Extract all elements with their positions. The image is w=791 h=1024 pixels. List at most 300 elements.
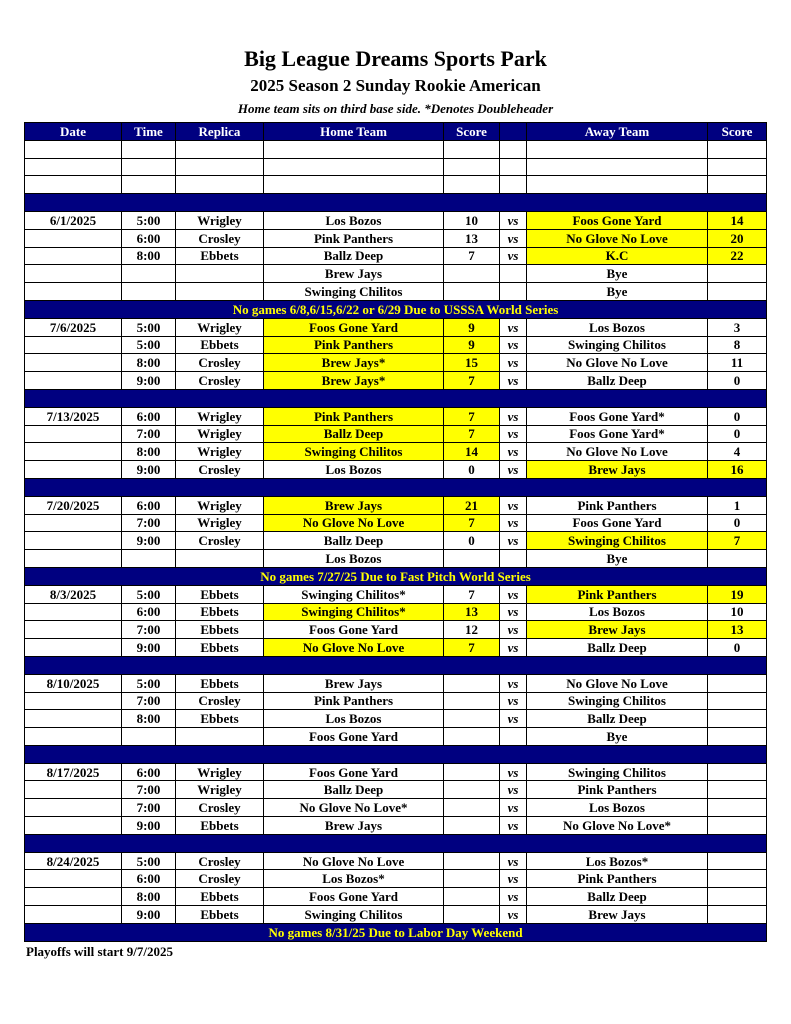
vs-cell: vs xyxy=(500,639,527,657)
away-score-cell xyxy=(708,728,767,746)
time-cell: 9:00 xyxy=(122,461,176,479)
away-team-cell: Foos Gone Yard* xyxy=(527,407,708,425)
vs-cell: vs xyxy=(500,336,527,354)
away-score-cell xyxy=(708,870,767,888)
home-team-cell: Foos Gone Yard xyxy=(264,621,444,639)
vs-cell: vs xyxy=(500,532,527,550)
away-score-cell: 16 xyxy=(708,461,767,479)
col-header-home-team: Home Team xyxy=(264,123,444,141)
away-team-cell: Brew Jays xyxy=(527,461,708,479)
away-score-cell: 22 xyxy=(708,247,767,265)
separator-bar xyxy=(25,194,767,212)
replica-cell xyxy=(176,550,264,568)
away-team-cell: Bye xyxy=(527,283,708,301)
time-cell: 6:00 xyxy=(122,870,176,888)
away-team-cell: Foos Gone Yard* xyxy=(527,425,708,443)
home-score-cell xyxy=(444,799,500,817)
vs-cell: vs xyxy=(500,799,527,817)
home-team-cell: Brew Jays xyxy=(264,817,444,835)
home-team-cell: No Glove No Love xyxy=(264,852,444,870)
home-team-cell: Los Bozos xyxy=(264,710,444,728)
blank-cell xyxy=(264,140,444,158)
date-cell: 8/17/2025 xyxy=(25,763,122,781)
replica-cell: Wrigley xyxy=(176,443,264,461)
time-cell: 5:00 xyxy=(122,585,176,603)
home-score-cell: 21 xyxy=(444,496,500,514)
col-header-time: Time xyxy=(122,123,176,141)
replica-cell xyxy=(176,728,264,746)
home-score-cell: 9 xyxy=(444,336,500,354)
col-header-away-team: Away Team xyxy=(527,123,708,141)
home-team-cell: Foos Gone Yard xyxy=(264,318,444,336)
date-cell xyxy=(25,906,122,924)
game-row xyxy=(25,372,767,390)
home-score-cell: 7 xyxy=(444,372,500,390)
vs-cell: vs xyxy=(500,817,527,835)
replica-cell: Wrigley xyxy=(176,407,264,425)
home-team-cell: Brew Jays xyxy=(264,674,444,692)
away-score-cell: 0 xyxy=(708,372,767,390)
game-row xyxy=(25,603,767,621)
home-team-cell: Foos Gone Yard xyxy=(264,728,444,746)
game-row xyxy=(25,585,767,603)
blank-cell xyxy=(500,176,527,194)
away-score-cell xyxy=(708,710,767,728)
replica-cell: Wrigley xyxy=(176,514,264,532)
blank-cell xyxy=(500,140,527,158)
game-row xyxy=(25,888,767,906)
date-cell xyxy=(25,229,122,247)
home-team-cell: Ballz Deep xyxy=(264,425,444,443)
home-score-cell xyxy=(444,265,500,283)
blank-cell xyxy=(500,158,527,176)
home-team-cell: Brew Jays xyxy=(264,496,444,514)
home-score-cell xyxy=(444,728,500,746)
game-row xyxy=(25,532,767,550)
vs-cell: vs xyxy=(500,514,527,532)
home-score-cell: 7 xyxy=(444,425,500,443)
replica-cell: Wrigley xyxy=(176,496,264,514)
date-cell xyxy=(25,817,122,835)
blank-cell xyxy=(25,158,122,176)
away-team-cell: Ballz Deep xyxy=(527,372,708,390)
game-row xyxy=(25,247,767,265)
away-team-cell: Foos Gone Yard xyxy=(527,514,708,532)
away-score-cell xyxy=(708,906,767,924)
time-cell xyxy=(122,728,176,746)
vs-cell xyxy=(500,728,527,746)
date-cell xyxy=(25,728,122,746)
date-cell: 8/10/2025 xyxy=(25,674,122,692)
replica-cell: Crosley xyxy=(176,692,264,710)
vs-cell xyxy=(500,283,527,301)
game-row xyxy=(25,514,767,532)
home-score-cell xyxy=(444,674,500,692)
home-score-cell: 12 xyxy=(444,621,500,639)
vs-cell: vs xyxy=(500,781,527,799)
home-score-cell: 7 xyxy=(444,407,500,425)
replica-cell: Ebbets xyxy=(176,336,264,354)
week-separator xyxy=(25,389,767,407)
home-team-cell: Brew Jays* xyxy=(264,372,444,390)
notice-text: No games 7/27/25 Due to Fast Pitch World Series xyxy=(25,567,767,585)
date-cell xyxy=(25,781,122,799)
time-cell: 8:00 xyxy=(122,888,176,906)
date-cell xyxy=(25,265,122,283)
home-team-cell: Pink Panthers xyxy=(264,229,444,247)
home-score-cell xyxy=(444,763,500,781)
game-row xyxy=(25,799,767,817)
home-team-cell: Pink Panthers xyxy=(264,692,444,710)
date-cell xyxy=(25,514,122,532)
home-score-cell xyxy=(444,550,500,568)
away-score-cell: 3 xyxy=(708,318,767,336)
away-team-cell: Ballz Deep xyxy=(527,639,708,657)
date-cell xyxy=(25,283,122,301)
game-row xyxy=(25,781,767,799)
playoffs-note: Playoffs will start 9/7/2025 xyxy=(26,944,173,959)
away-team-cell: Bye xyxy=(527,550,708,568)
game-row xyxy=(25,407,767,425)
home-score-cell: 7 xyxy=(444,247,500,265)
time-cell: 8:00 xyxy=(122,710,176,728)
date-cell xyxy=(25,888,122,906)
replica-cell: Ebbets xyxy=(176,603,264,621)
date-cell xyxy=(25,247,122,265)
date-cell xyxy=(25,372,122,390)
blank-row xyxy=(25,158,767,176)
time-cell: 7:00 xyxy=(122,781,176,799)
table-header-row xyxy=(25,123,767,141)
notice-row xyxy=(25,567,767,585)
time-cell: 9:00 xyxy=(122,906,176,924)
home-team-cell: Foos Gone Yard xyxy=(264,888,444,906)
away-score-cell xyxy=(708,852,767,870)
date-cell: 8/24/2025 xyxy=(25,852,122,870)
vs-cell xyxy=(500,550,527,568)
vs-cell: vs xyxy=(500,710,527,728)
game-row xyxy=(25,461,767,479)
separator-bar xyxy=(25,656,767,674)
away-score-cell: 10 xyxy=(708,603,767,621)
home-team-cell: Los Bozos xyxy=(264,461,444,479)
date-cell xyxy=(25,710,122,728)
time-cell: 5:00 xyxy=(122,852,176,870)
away-score-cell xyxy=(708,550,767,568)
vs-cell: vs xyxy=(500,674,527,692)
date-cell xyxy=(25,425,122,443)
date-cell xyxy=(25,336,122,354)
home-team-cell: Los Bozos xyxy=(264,211,444,229)
game-row xyxy=(25,336,767,354)
away-score-cell xyxy=(708,799,767,817)
home-team-cell: No Glove No Love* xyxy=(264,799,444,817)
home-score-cell: 7 xyxy=(444,639,500,657)
time-cell: 6:00 xyxy=(122,496,176,514)
away-score-cell: 0 xyxy=(708,407,767,425)
game-row xyxy=(25,318,767,336)
game-row xyxy=(25,763,767,781)
time-cell: 6:00 xyxy=(122,603,176,621)
date-cell: 7/13/2025 xyxy=(25,407,122,425)
home-team-cell: Ballz Deep xyxy=(264,781,444,799)
time-cell xyxy=(122,283,176,301)
home-score-cell: 7 xyxy=(444,514,500,532)
vs-cell: vs xyxy=(500,211,527,229)
separator-bar xyxy=(25,745,767,763)
date-cell: 7/6/2025 xyxy=(25,318,122,336)
away-team-cell: No Glove No Love xyxy=(527,229,708,247)
away-team-cell: Pink Panthers xyxy=(527,870,708,888)
away-team-cell: Swinging Chilitos xyxy=(527,763,708,781)
away-team-cell: No Glove No Love* xyxy=(527,817,708,835)
time-cell: 8:00 xyxy=(122,247,176,265)
home-team-cell: No Glove No Love xyxy=(264,514,444,532)
home-team-cell: Pink Panthers xyxy=(264,336,444,354)
time-cell: 9:00 xyxy=(122,372,176,390)
replica-cell: Ebbets xyxy=(176,621,264,639)
page-note: Home team sits on third base side. *Denotes Doubleheader xyxy=(237,101,554,116)
week-separator xyxy=(25,656,767,674)
game-row xyxy=(25,852,767,870)
date-cell: 6/1/2025 xyxy=(25,211,122,229)
vs-cell xyxy=(500,265,527,283)
away-score-cell: 0 xyxy=(708,514,767,532)
game-row xyxy=(25,229,767,247)
blank-cell xyxy=(444,158,500,176)
replica-cell: Ebbets xyxy=(176,247,264,265)
home-team-cell: Ballz Deep xyxy=(264,247,444,265)
home-team-cell: Los Bozos xyxy=(264,550,444,568)
replica-cell: Crosley xyxy=(176,229,264,247)
replica-cell: Crosley xyxy=(176,799,264,817)
vs-cell: vs xyxy=(500,496,527,514)
date-cell: 8/3/2025 xyxy=(25,585,122,603)
home-team-cell: Swinging Chilitos xyxy=(264,283,444,301)
col-header-away-score: Score xyxy=(708,123,767,141)
vs-cell: vs xyxy=(500,692,527,710)
vs-cell: vs xyxy=(500,372,527,390)
time-cell: 7:00 xyxy=(122,425,176,443)
away-team-cell: No Glove No Love xyxy=(527,674,708,692)
away-score-cell xyxy=(708,265,767,283)
game-row xyxy=(25,550,767,568)
time-cell: 5:00 xyxy=(122,211,176,229)
away-score-cell: 14 xyxy=(708,211,767,229)
replica-cell: Ebbets xyxy=(176,888,264,906)
blank-cell xyxy=(176,158,264,176)
home-score-cell: 14 xyxy=(444,443,500,461)
time-cell: 5:00 xyxy=(122,674,176,692)
away-team-cell: Ballz Deep xyxy=(527,888,708,906)
replica-cell: Wrigley xyxy=(176,318,264,336)
col-header-home-score: Score xyxy=(444,123,500,141)
home-score-cell xyxy=(444,870,500,888)
replica-cell: Wrigley xyxy=(176,781,264,799)
home-score-cell: 15 xyxy=(444,354,500,372)
separator-bar xyxy=(25,478,767,496)
week-separator xyxy=(25,745,767,763)
replica-cell: Crosley xyxy=(176,870,264,888)
home-team-cell: Los Bozos* xyxy=(264,870,444,888)
away-team-cell: Bye xyxy=(527,265,708,283)
game-row xyxy=(25,692,767,710)
date-cell xyxy=(25,354,122,372)
date-cell xyxy=(25,639,122,657)
home-team-cell: Ballz Deep xyxy=(264,532,444,550)
home-team-cell: Pink Panthers xyxy=(264,407,444,425)
blank-cell xyxy=(708,158,767,176)
col-header-replica: Replica xyxy=(176,123,264,141)
vs-cell: vs xyxy=(500,585,527,603)
game-row xyxy=(25,728,767,746)
home-score-cell xyxy=(444,692,500,710)
blank-cell xyxy=(527,158,708,176)
vs-cell: vs xyxy=(500,318,527,336)
replica-cell: Crosley xyxy=(176,461,264,479)
away-score-cell xyxy=(708,283,767,301)
page-title: Big League Dreams Sports Park xyxy=(244,46,547,71)
time-cell: 7:00 xyxy=(122,621,176,639)
away-team-cell: Foos Gone Yard xyxy=(527,211,708,229)
game-row xyxy=(25,621,767,639)
home-team-cell: Swinging Chilitos xyxy=(264,443,444,461)
separator-bar xyxy=(25,389,767,407)
time-cell: 7:00 xyxy=(122,799,176,817)
vs-cell: vs xyxy=(500,461,527,479)
blank-cell xyxy=(264,176,444,194)
date-cell xyxy=(25,603,122,621)
blank-cell xyxy=(25,140,122,158)
away-team-cell: Los Bozos xyxy=(527,603,708,621)
time-cell xyxy=(122,550,176,568)
replica-cell: Wrigley xyxy=(176,425,264,443)
game-row xyxy=(25,354,767,372)
vs-cell: vs xyxy=(500,870,527,888)
vs-cell: vs xyxy=(500,354,527,372)
notice-text: No games 6/8,6/15,6/22 or 6/29 Due to USSSA World Series xyxy=(25,300,767,318)
replica-cell: Crosley xyxy=(176,372,264,390)
blank-cell xyxy=(708,140,767,158)
date-cell xyxy=(25,550,122,568)
away-score-cell: 11 xyxy=(708,354,767,372)
home-score-cell xyxy=(444,852,500,870)
notice-text: No games 8/31/25 Due to Labor Day Weekend xyxy=(25,923,767,941)
blank-cell xyxy=(122,158,176,176)
date-cell xyxy=(25,461,122,479)
time-cell: 9:00 xyxy=(122,532,176,550)
date-cell xyxy=(25,799,122,817)
home-team-cell: No Glove No Love xyxy=(264,639,444,657)
separator-bar xyxy=(25,834,767,852)
home-score-cell: 0 xyxy=(444,461,500,479)
away-team-cell: Swinging Chilitos xyxy=(527,532,708,550)
away-score-cell xyxy=(708,763,767,781)
blank-cell xyxy=(444,140,500,158)
vs-cell: vs xyxy=(500,763,527,781)
blank-cell xyxy=(444,176,500,194)
away-team-cell: No Glove No Love xyxy=(527,443,708,461)
vs-cell: vs xyxy=(500,229,527,247)
blank-cell xyxy=(264,158,444,176)
away-score-cell xyxy=(708,888,767,906)
game-row xyxy=(25,265,767,283)
away-team-cell: Bye xyxy=(527,728,708,746)
replica-cell: Ebbets xyxy=(176,639,264,657)
week-separator xyxy=(25,194,767,212)
away-score-cell: 0 xyxy=(708,639,767,657)
vs-cell: vs xyxy=(500,621,527,639)
game-row xyxy=(25,639,767,657)
home-score-cell: 13 xyxy=(444,603,500,621)
notice-row xyxy=(25,923,767,941)
home-team-cell: Swinging Chilitos* xyxy=(264,603,444,621)
away-score-cell: 19 xyxy=(708,585,767,603)
game-row xyxy=(25,710,767,728)
away-team-cell: Pink Panthers xyxy=(527,585,708,603)
away-score-cell: 4 xyxy=(708,443,767,461)
away-team-cell: No Glove No Love xyxy=(527,354,708,372)
home-score-cell xyxy=(444,817,500,835)
home-team-cell: Brew Jays* xyxy=(264,354,444,372)
away-score-cell xyxy=(708,817,767,835)
away-team-cell: Pink Panthers xyxy=(527,781,708,799)
vs-cell: vs xyxy=(500,852,527,870)
away-team-cell: Brew Jays xyxy=(527,621,708,639)
away-score-cell xyxy=(708,781,767,799)
away-team-cell: Ballz Deep xyxy=(527,710,708,728)
replica-cell: Crosley xyxy=(176,532,264,550)
game-row xyxy=(25,870,767,888)
away-score-cell xyxy=(708,674,767,692)
blank-cell xyxy=(122,140,176,158)
time-cell: 5:00 xyxy=(122,336,176,354)
home-team-cell: Swinging Chilitos* xyxy=(264,585,444,603)
away-score-cell: 7 xyxy=(708,532,767,550)
away-score-cell: 1 xyxy=(708,496,767,514)
replica-cell: Crosley xyxy=(176,354,264,372)
away-team-cell: Brew Jays xyxy=(527,906,708,924)
notice-row xyxy=(25,300,767,318)
game-row xyxy=(25,443,767,461)
game-row xyxy=(25,425,767,443)
replica-cell: Ebbets xyxy=(176,585,264,603)
col-header-vs xyxy=(500,123,527,141)
time-cell: 9:00 xyxy=(122,817,176,835)
replica-cell xyxy=(176,265,264,283)
away-score-cell xyxy=(708,692,767,710)
vs-cell: vs xyxy=(500,603,527,621)
away-team-cell: Pink Panthers xyxy=(527,496,708,514)
replica-cell: Crosley xyxy=(176,852,264,870)
time-cell: 7:00 xyxy=(122,692,176,710)
time-cell: 6:00 xyxy=(122,407,176,425)
game-row xyxy=(25,283,767,301)
home-score-cell: 9 xyxy=(444,318,500,336)
home-score-cell: 13 xyxy=(444,229,500,247)
home-team-cell: Brew Jays xyxy=(264,265,444,283)
time-cell: 7:00 xyxy=(122,514,176,532)
time-cell: 9:00 xyxy=(122,639,176,657)
schedule-body xyxy=(25,140,767,941)
home-team-cell: Swinging Chilitos xyxy=(264,906,444,924)
home-team-cell: Foos Gone Yard xyxy=(264,763,444,781)
date-cell xyxy=(25,621,122,639)
vs-cell: vs xyxy=(500,247,527,265)
vs-cell: vs xyxy=(500,407,527,425)
away-team-cell: Swinging Chilitos xyxy=(527,336,708,354)
game-row xyxy=(25,906,767,924)
